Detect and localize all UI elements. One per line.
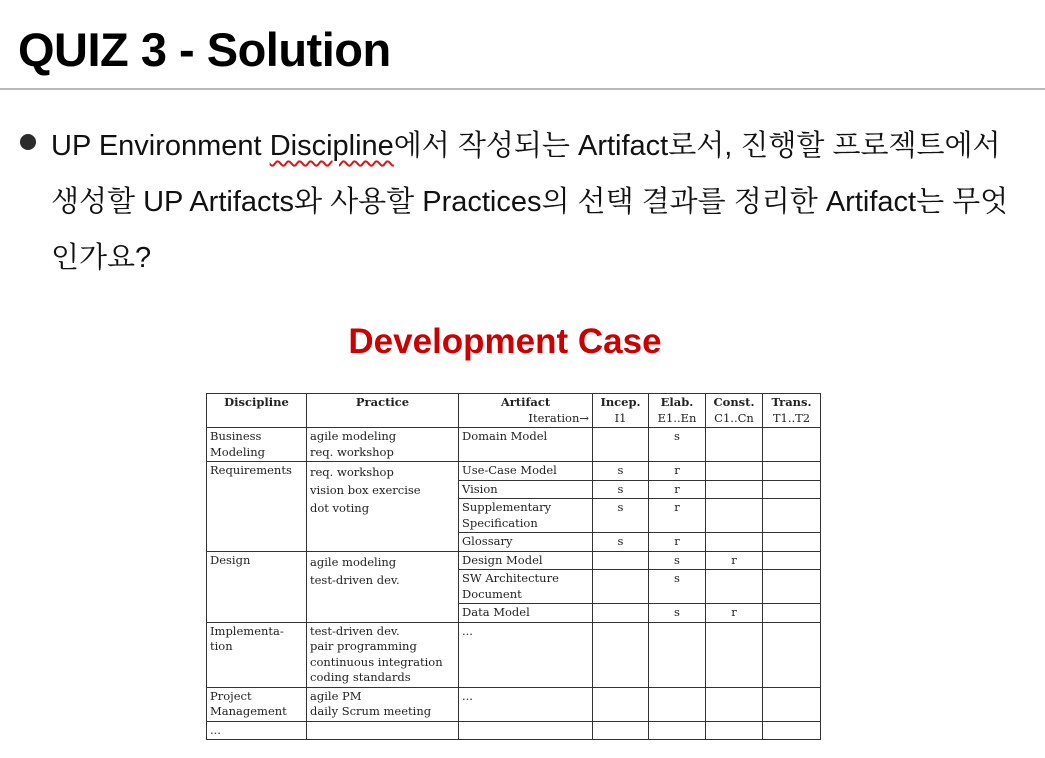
construction-cell: r [706,604,763,623]
header-artifact-label: Artifact [500,395,551,409]
transition-cell [763,480,821,499]
slide-title: QUIZ 3 - Solution [18,23,391,76]
transition-cell [763,499,821,533]
question-text-end: 에서 작성되는 Artifact로서, 진행할 프로젝트에서 생성할 UP Artifacts와 사용할 Practices의 선택 결과를 정리한 Artifact는 무엇인가요? [51,130,1009,274]
header-inception-sub: I1 [614,410,627,425]
header-elaboration-sub: E1..En [657,410,697,425]
elaboration-cell: r [649,533,706,552]
elaboration-cell [649,622,706,687]
artifact-cell: Design Model [459,551,593,570]
question-text-start: UP Environment [51,130,270,162]
header-iteration-label: Iteration→ [528,410,589,425]
development-case-table [206,393,821,740]
transition-cell [763,462,821,481]
transition-cell [763,687,821,721]
transition-cell [763,533,821,552]
construction-cell [706,687,763,721]
header-artifact [459,394,593,428]
header-transition [763,394,821,428]
transition-cell [763,570,821,604]
header-construction-sub: C1..Cn [714,410,754,425]
elaboration-cell: r [649,480,706,499]
construction-cell [706,462,763,481]
inception-cell [593,428,649,462]
inception-cell: s [593,533,649,552]
inception-cell [593,551,649,570]
table-row [207,687,821,721]
title-divider [0,88,1045,90]
elaboration-cell: s [649,604,706,623]
transition-cell [763,721,821,740]
elaboration-cell: r [649,499,706,533]
table-row [207,622,821,687]
artifact-cell: SW Architecture Document [459,570,593,604]
construction-cell [706,480,763,499]
table-row [207,721,821,740]
discipline-cell: Implementa- tion [207,622,307,687]
table-row [207,428,821,462]
discipline-cell: ... [207,721,307,740]
header-discipline: Discipline [207,394,307,428]
practice-cell: test-driven dev. pair programming continuous integration coding standards [307,622,459,687]
construction-cell [706,622,763,687]
table-header-row [207,394,821,428]
discipline-cell: Business Modeling [207,428,307,462]
header-practice: Practice [307,394,459,428]
practice-cell: agile modeling test-driven dev. [307,551,459,622]
transition-cell [763,604,821,623]
table-row [207,551,821,570]
discipline-cell: Requirements [207,462,307,552]
header-elaboration [649,394,706,428]
inception-cell [593,622,649,687]
discipline-cell: Project Management [207,687,307,721]
elaboration-cell: s [649,551,706,570]
inception-cell [593,570,649,604]
construction-cell [706,499,763,533]
construction-cell [706,533,763,552]
inception-cell [593,604,649,623]
practice-cell [307,721,459,740]
header-transition-sub: T1..T2 [772,410,811,425]
artifact-cell: ... [459,687,593,721]
elaboration-cell: r [649,462,706,481]
practice-cell: req. workshop vision box exercise dot voting [307,462,459,552]
construction-cell: r [706,551,763,570]
artifact-cell: Domain Model [459,428,593,462]
discipline-cell: Design [207,551,307,622]
header-inception-label: Incep. [600,395,641,409]
quiz-question [51,118,1036,286]
elaboration-cell: s [649,428,706,462]
artifact-cell: Use-Case Model [459,462,593,481]
artifact-cell: Data Model [459,604,593,623]
construction-cell [706,428,763,462]
inception-cell: s [593,480,649,499]
construction-cell [706,570,763,604]
artifact-cell: Glossary [459,533,593,552]
inception-cell: s [593,499,649,533]
artifact-cell: ... [459,622,593,687]
artifact-cell: Supplementary Specification [459,499,593,533]
header-construction [706,394,763,428]
construction-cell [706,721,763,740]
inception-cell [593,721,649,740]
transition-cell [763,622,821,687]
practice-cell: agile modeling req. workshop [307,428,459,462]
spellcheck-underlined-word: Discipline [269,130,394,162]
inception-cell: s [593,462,649,481]
header-inception [593,394,649,428]
elaboration-cell: s [649,570,706,604]
practice-cell: agile PM daily Scrum meeting [307,687,459,721]
transition-cell [763,551,821,570]
transition-cell [763,428,821,462]
answer-title: Development Case [348,322,662,361]
header-transition-label: Trans. [771,395,812,409]
header-construction-label: Const. [713,395,755,409]
elaboration-cell [649,721,706,740]
header-elaboration-label: Elab. [660,395,694,409]
artifact-cell [459,721,593,740]
artifact-cell: Vision [459,480,593,499]
elaboration-cell [649,687,706,721]
table-row [207,462,821,481]
inception-cell [593,687,649,721]
bullet-icon [20,134,36,150]
